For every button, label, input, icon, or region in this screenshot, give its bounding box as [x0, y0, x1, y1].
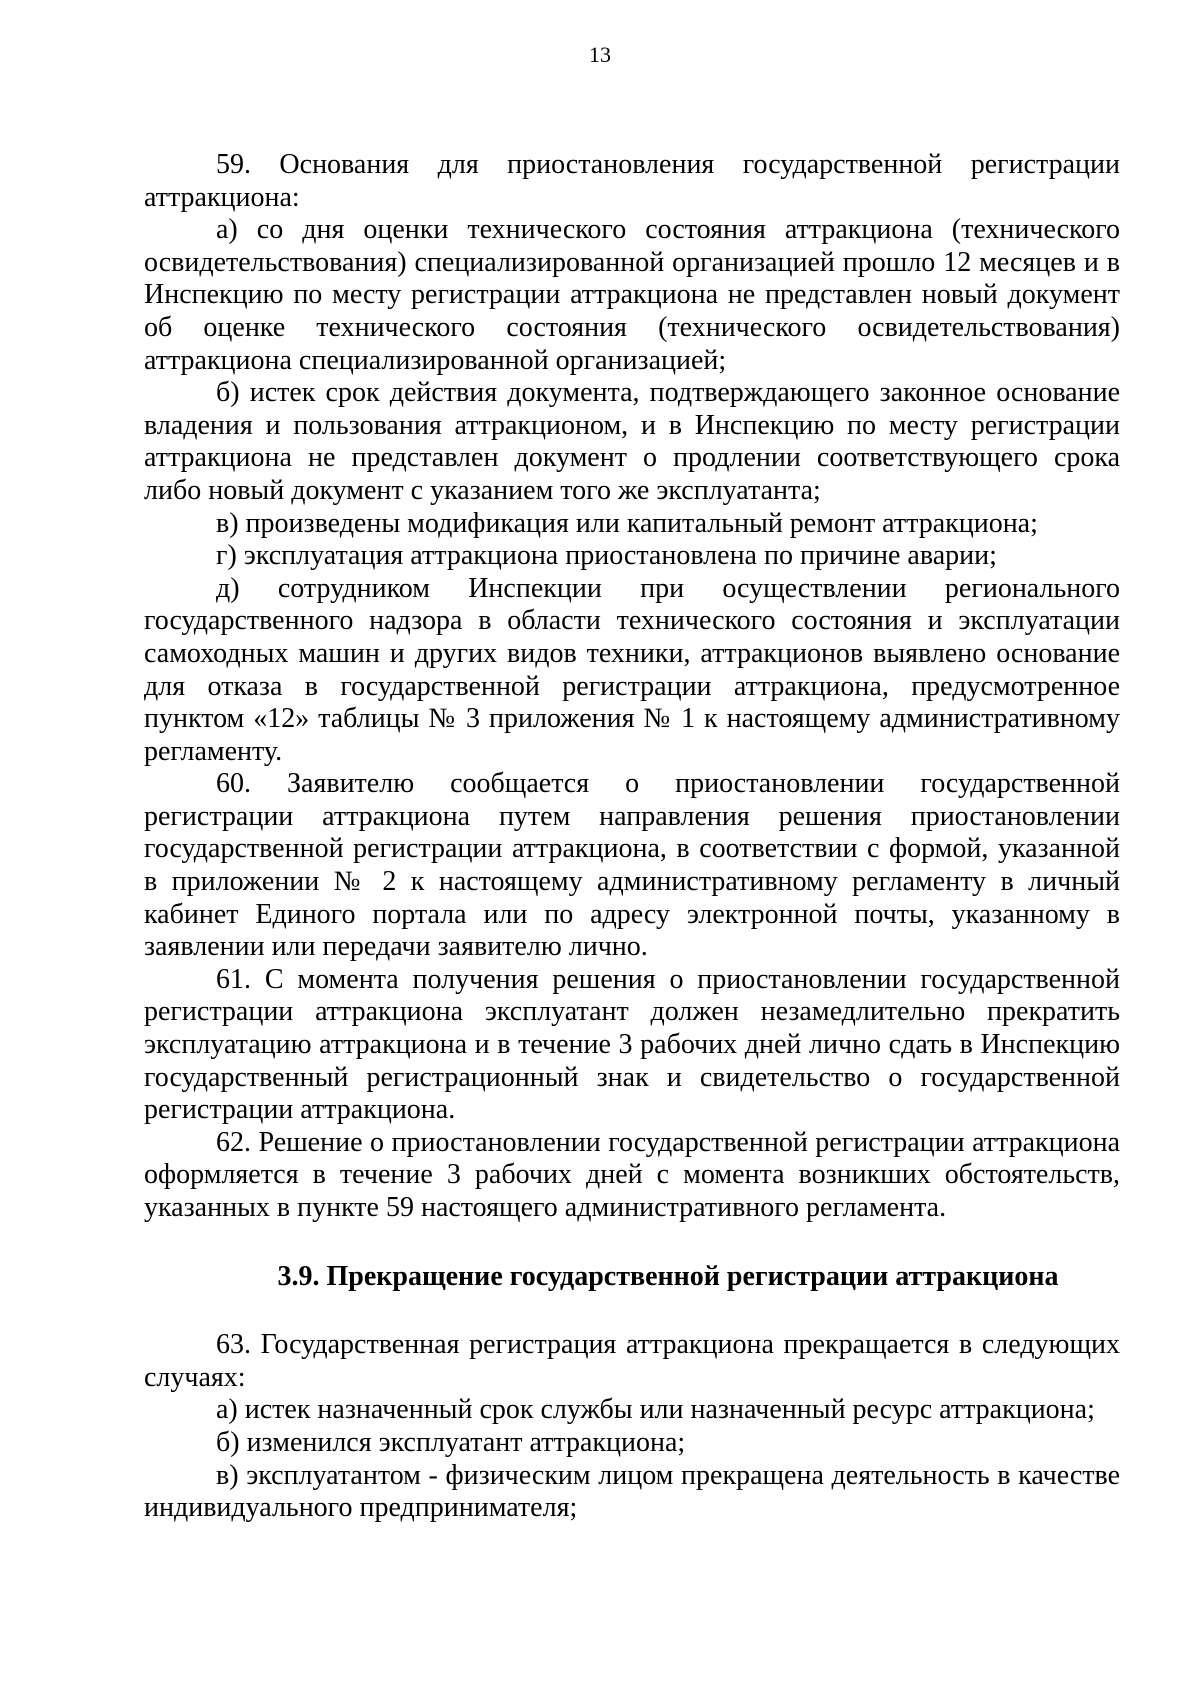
paragraph-63: 63. Государственная регистрация аттракциона прекращается в следующих случаях:	[144, 1329, 1120, 1393]
paragraph-59-d: д) сотрудником Инспекции при осуществлении регионального государственного надзора в области технического состояния и эксплуатации самоходных машин и других видов техники, аттракционов выявлено основание для отказа в государственной регистрации аттракциона, предусмотренное пунктом «12» таблицы № 3 приложения № 1 к настоящему административному регламенту.	[144, 572, 1120, 767]
paragraph-61: 61. С момента получения решения о приостановлении государственной регистрации аттракциона эксплуатант должен незамедлительно прекратить эксплуатацию аттракциона и в течение 3 рабочих дней лично сдать в Инспекцию государственный регистрационный знак и свидетельство о государственной регистрации аттракциона.	[144, 963, 1120, 1126]
section-heading: 3.9. Прекращение государственной регистрации аттракциона	[277, 1260, 1059, 1292]
page-number: 13	[589, 42, 611, 67]
paragraph-59-g: г) эксплуатация аттракциона приостановлена по причине аварии;	[216, 540, 997, 572]
paragraph-60: 60. Заявителю сообщается о приостановлении государственной регистрации аттракциона путем направления решения приостановлении государственной регистрации аттракциона, в соответствии с формой, указанной в приложении № 2 к настоящему административному регламенту в личный кабинет Единого портала или по адресу электронной почты, указанному в заявлении или передачи заявителю лично.	[144, 768, 1120, 963]
paragraph-63-b: б) изменился эксплуатант аттракциона;	[216, 1426, 686, 1458]
spacer	[144, 1225, 1120, 1261]
document-body	[144, 149, 1120, 1525]
paragraph-59: 59. Основания для приостановления государственной регистрации аттракциона:	[144, 149, 1120, 213]
paragraph-59-a: а) со дня оценки технического состояния аттракциона (технического освидетельствования) специализированной организацией прошло 12 месяцев и в Инспекцию по месту регистрации аттракциона не представлен новый документ об оценке технического состояния (технического освидетельствования) аттракциона специализированной организацией;	[144, 214, 1120, 376]
paragraph-62: 62. Решение о приостановлении государственной регистрации аттракциона оформляется в течение 3 рабочих дней с момента возникших обстоятельств, указанных в пункте 59 настоящего административного регламента.	[144, 1126, 1120, 1223]
paragraph-63-a: а) истек назначенный срок службы или назначенный ресурс аттракциона;	[216, 1394, 1095, 1426]
paragraph-63-v: в) эксплуатантом - физическим лицом прекращена деятельность в качестве индивидуального предпринимателя;	[144, 1459, 1120, 1524]
paragraph-59-b: б) истек срок действия документа, подтверждающего законное основание владения и пользования аттракционом, и в Инспекцию по месту регистрации аттракциона не представлен документ о продлении соответствующего срока либо новый документ с указанием того же эксплуатанта;	[144, 377, 1120, 506]
spacer	[144, 1293, 1120, 1329]
paragraph-59-v: в) произведены модификация или капитальный ремонт аттракциона;	[216, 507, 1038, 539]
